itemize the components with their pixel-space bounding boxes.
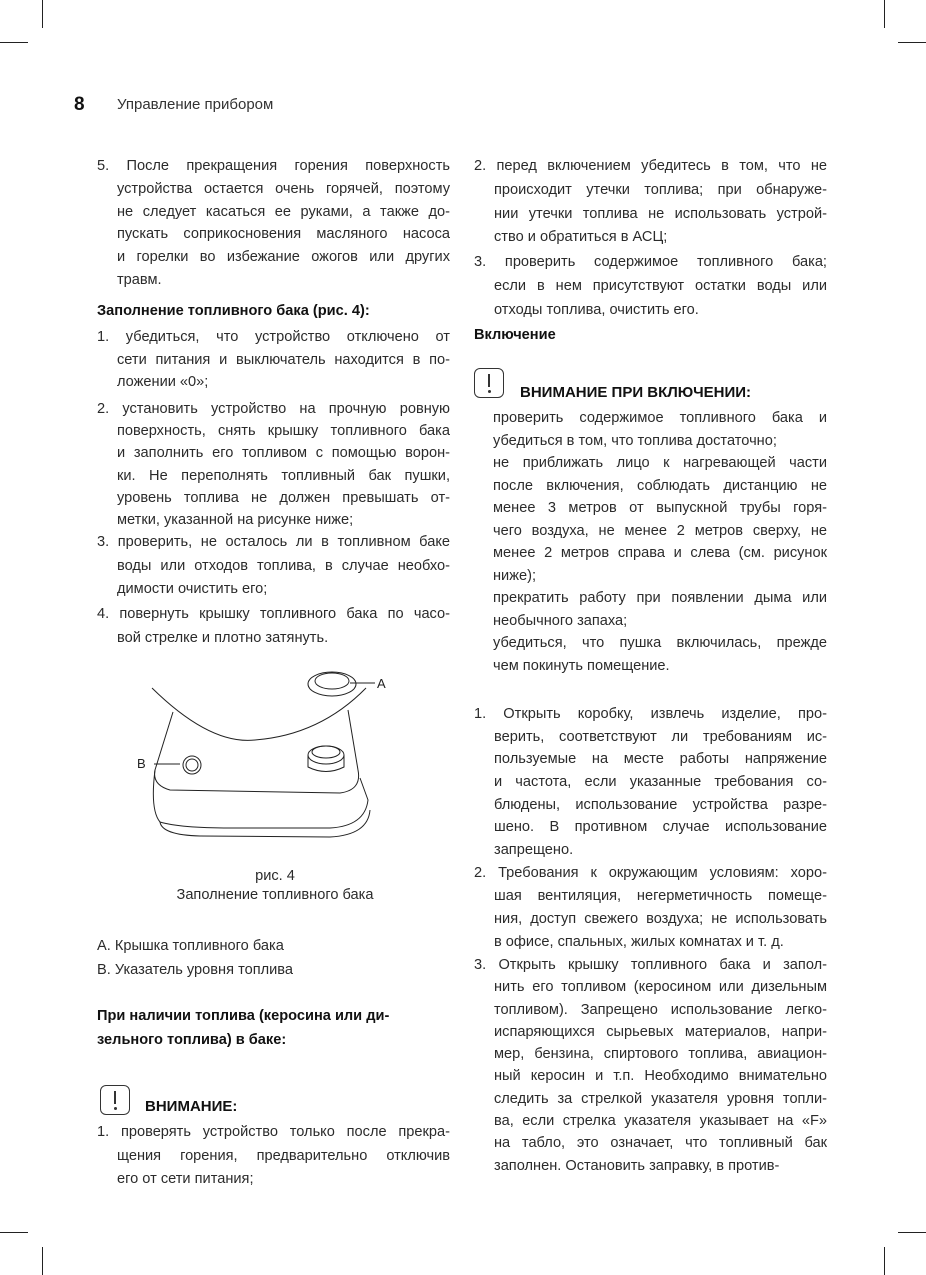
text-line: блюдены, использование устройства разре- — [494, 796, 827, 813]
text-line: проверить содержимое топливного бака и — [493, 410, 827, 426]
list-item — [474, 155, 827, 250]
text-line: ва, если стрелка указателя указывает на «F» — [494, 1113, 827, 1130]
warning-icon — [100, 1085, 130, 1115]
text-line: воды или отходов топлива, в случае необхо- — [117, 557, 450, 574]
text-line: чего воздуха, не менее 2 метров сверху, не — [493, 522, 827, 539]
text-line: пускать соприкосновения масляного насоса — [117, 226, 450, 243]
text-line: 3. Открыть крышку топливного бака и запол- — [474, 957, 827, 973]
list-item — [97, 531, 450, 602]
text-line: убедиться, что пушка включилась, прежде — [493, 635, 827, 651]
text-line: 1. проверять устройство только после прекра- — [97, 1124, 450, 1140]
text-line: ниже); — [493, 567, 537, 584]
warning-line — [493, 452, 827, 587]
text-line: поверхность, снять крышку топливного бака — [117, 423, 450, 440]
text-line: 1. Открыть коробку, извлечь изделие, про- — [474, 706, 827, 722]
text-line: отходы топлива, очистить его. — [494, 301, 699, 318]
page-header-title: Управление прибором — [117, 96, 274, 113]
text-line: 3. проверить, не осталось ли в топливном баке — [97, 534, 450, 550]
legend-a: A. Крышка топливного бака — [97, 938, 284, 954]
step-item — [474, 703, 827, 862]
text-line: после включения, соблюдать дистанцию не — [493, 477, 827, 494]
text-line: и заполнить его топливом с помощью ворон- — [117, 445, 450, 462]
text-line: ки. Не переполнять топливный бак пушки, — [117, 467, 450, 484]
text-line: 4. повернуть крышку топливного бака по часо- — [97, 606, 450, 622]
crop-mark — [898, 42, 926, 43]
list-item — [474, 251, 827, 322]
text-line: димости очистить его; — [117, 581, 268, 597]
text-line: запрещено. — [494, 842, 574, 859]
text-line: ложении «0»; — [117, 374, 209, 390]
figure-caption-number: рис. 4 — [255, 868, 295, 884]
list-item — [97, 155, 450, 292]
text-line: и горелки во избежание ожогов или других — [117, 249, 450, 266]
text-line: 2. перед включением убедитесь в том, что не — [474, 158, 827, 174]
crop-mark — [42, 1247, 43, 1275]
text-line: его от сети питания; — [117, 1171, 254, 1187]
text-line: заполнен. Остановить заправку, в против- — [494, 1157, 780, 1174]
text-line: не приближать лицо к нагревающей части — [493, 455, 827, 471]
text-line: метки, указанной на рисунке ниже; — [117, 511, 354, 528]
warning-title: ВНИМАНИЕ: — [145, 1098, 238, 1115]
text-line: в офисе, спальных, жилых комнатах и т. д. — [494, 933, 784, 950]
text-line: прекратить работу при появлении дыма или — [493, 590, 827, 606]
text-line: не следует касаться ее руками, а также до- — [117, 203, 450, 220]
text-line: ный керосин и т.п. Необходимо внимательно — [494, 1068, 827, 1085]
text-line: 2. Требования к окружающим условиям: хоро- — [474, 865, 827, 881]
text-line: убедиться в том, что топлива достаточно; — [493, 432, 777, 449]
text-line: ния, доступ свежего воздуха; не использовать — [494, 910, 827, 927]
page-number: 8 — [74, 94, 85, 115]
figure-label-b: B — [137, 756, 146, 771]
text-line: травм. — [117, 271, 162, 288]
fuel-tank-figure — [100, 660, 400, 850]
figure-caption-title: Заполнение топливного бака — [176, 887, 374, 903]
text-line: ство и обратиться в АСЦ; — [494, 229, 668, 246]
crop-mark — [0, 42, 28, 43]
fill-tank-heading: Заполнение топливного бака (рис. 4): — [97, 303, 370, 319]
text-line: шено. В противном случае использование — [494, 819, 827, 836]
warning-switch-on-title: ВНИМАНИЕ ПРИ ВКЛЮЧЕНИИ: — [520, 384, 752, 401]
text-line: пользуемые на месте работы напряжение — [494, 751, 827, 768]
text-line: щения горения, предварительно отключив — [117, 1147, 450, 1164]
text-line: 5. После прекращения горения поверхность — [97, 158, 450, 174]
fuel-present-heading-line2: зельного топлива) в баке: — [97, 1032, 287, 1048]
crop-mark — [0, 1232, 28, 1233]
text-line: менее 2 метров справа и слева (см. рисунок — [493, 545, 827, 561]
text-line: испаряющихся сырьевых материалов, напри- — [494, 1023, 827, 1040]
text-line: 3. проверить содержимое топливного бака; — [474, 254, 827, 270]
legend-b: B. Указатель уровня топлива — [97, 962, 293, 978]
switch-on-heading: Включение — [474, 327, 556, 343]
crop-mark — [42, 0, 43, 28]
text-line: 1. убедиться, что устройство отключено от — [97, 329, 450, 345]
text-line: нии утечки топлива не использовать устрой- — [494, 205, 827, 222]
warning-icon — [474, 368, 504, 398]
crop-mark — [898, 1232, 926, 1233]
warning-line — [493, 407, 827, 452]
text-line: нить его топливом (керосином или дизельным — [494, 979, 827, 996]
step-item — [474, 862, 827, 954]
list-item — [97, 1121, 450, 1192]
text-line: если в нем присутствуют остатки воды или — [494, 277, 827, 294]
warning-line — [493, 587, 827, 632]
fuel-present-heading-line1: При наличии топлива (керосина или ди- — [97, 1008, 390, 1024]
step-item — [474, 954, 827, 1177]
text-line: сети питания и выключатель находится в по- — [117, 351, 450, 368]
text-line: уровень топлива не должен превышать от- — [117, 489, 450, 506]
text-line: верить, соответствуют ли требованиям ис- — [494, 728, 827, 745]
text-line: происходит утечки топлива; при обнаруже- — [494, 181, 827, 198]
crop-mark — [884, 1247, 885, 1275]
text-line: на табло, это означает, что топливный бак — [494, 1135, 827, 1152]
crop-mark — [884, 0, 885, 28]
text-line: чем покинуть помещение. — [493, 657, 670, 674]
text-line: менее 3 метров от выпускной трубы горя- — [493, 500, 827, 516]
text-line: устройства остается очень горячей, поэтому — [117, 180, 450, 197]
text-line: мер, бензина, спиртового топлива, авиацион- — [494, 1046, 827, 1063]
list-item — [97, 603, 450, 650]
text-line: и частота, если указанные требования со- — [494, 774, 827, 791]
list-item — [97, 398, 450, 531]
text-line: 2. установить устройство на прочную ровную — [97, 401, 450, 417]
text-line: следить за стрелкой указателя уровня топли- — [494, 1090, 827, 1107]
text-line: топливом). Запрещено использование легко- — [494, 1001, 827, 1018]
figure-label-a: A — [377, 676, 386, 691]
text-line: необычного запаха; — [493, 612, 628, 629]
warning-line — [493, 632, 827, 677]
list-item — [97, 326, 450, 394]
text-line: шая вентиляция, негерметичность помеще- — [494, 887, 827, 904]
text-line: вой стрелке и плотно затянуть. — [117, 629, 329, 646]
